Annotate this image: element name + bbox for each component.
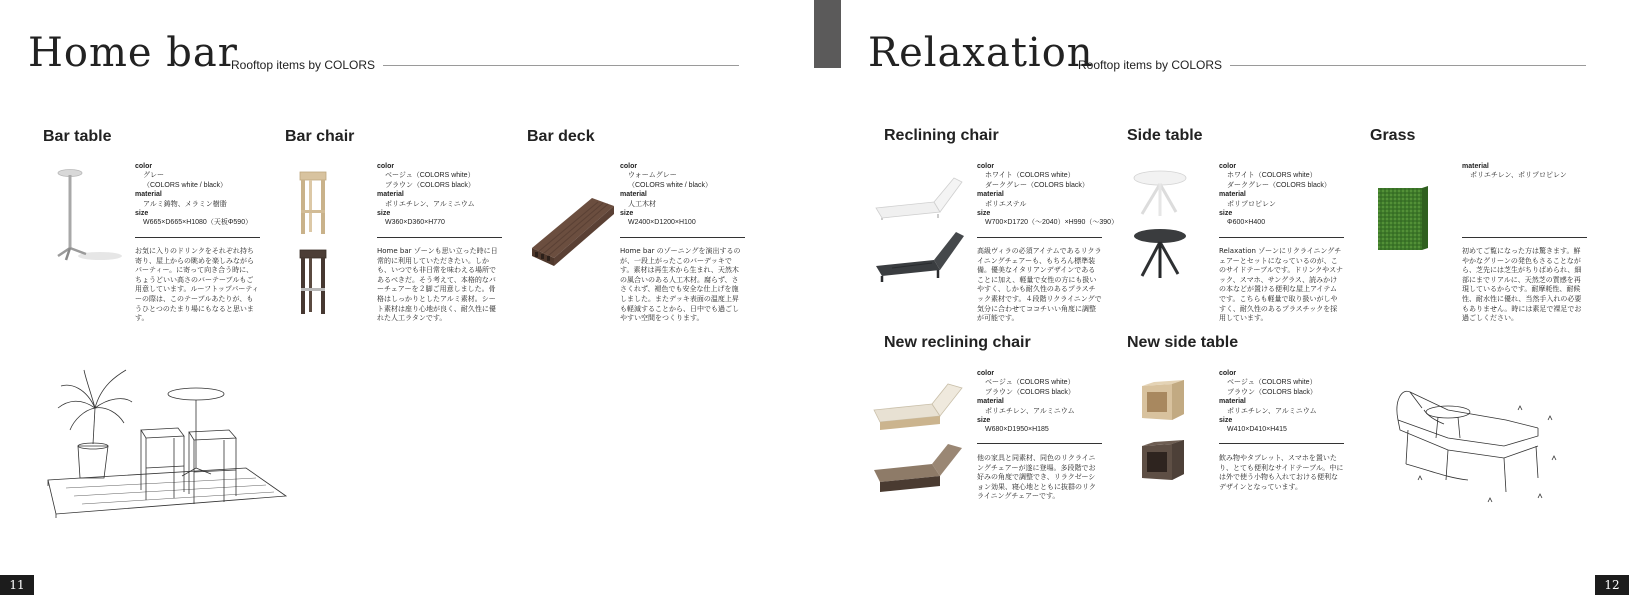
- item-title-bar-deck: Bar deck: [527, 128, 595, 145]
- home-bar-sketch-illustration: [46, 368, 291, 528]
- specs-new-reclining-chair: [977, 369, 1075, 435]
- spec-value: W360×D360×H770: [385, 219, 445, 227]
- spec-label: material: [377, 191, 404, 199]
- spec-label: size: [620, 210, 634, 218]
- specs-reclining-chair: [977, 162, 1118, 228]
- spec-label: size: [977, 417, 991, 425]
- specs-new-side-table: [1219, 369, 1317, 435]
- spec-label: color: [377, 163, 395, 170]
- new-reclining-chair-brown-image: [872, 440, 968, 496]
- spec-label: size: [977, 210, 991, 218]
- spec-value: ウォームグレー: [628, 172, 677, 180]
- spec-value: ポリプロピレン: [1227, 200, 1276, 208]
- page-number-left: 11: [0, 575, 34, 595]
- spec-value: W410×D410×H415: [1227, 426, 1287, 434]
- spec-value: （COLORS white / black）: [143, 181, 228, 189]
- spec-value: ポリエステル: [985, 200, 1027, 208]
- spec-label: color: [977, 163, 995, 170]
- spec-value: ダークグレー（COLORS black）: [1227, 181, 1331, 189]
- spec-label: color: [620, 163, 638, 170]
- reclining-chair-dark-image: [872, 228, 968, 284]
- spec-label: color: [135, 163, 153, 170]
- item-title-bar-chair: Bar chair: [285, 128, 355, 145]
- side-table-white-image: [1132, 170, 1188, 218]
- new-side-table-brown-image: [1140, 438, 1186, 482]
- item-title-new-reclining-chair: New reclining chair: [884, 334, 1031, 351]
- item-title-grass: Grass: [1370, 127, 1416, 144]
- specs-bar-chair: [377, 162, 475, 228]
- spec-value: ベージュ（COLORS white）: [1227, 379, 1317, 387]
- description-new-side-table: 飲み物やタブレット、スマホを置いたり、とても便利なサイドテーブル。中には外で使う小物も入れておける便利なデザインとなっています。: [1219, 454, 1344, 491]
- spec-label: color: [1219, 370, 1237, 377]
- spec-rule: [620, 237, 745, 238]
- spec-label: material: [1219, 398, 1246, 406]
- spec-rule: [977, 443, 1102, 444]
- spec-value: ポリエチレン、アルミニウム: [385, 200, 475, 208]
- spec-value: （COLORS white / black）: [628, 181, 713, 189]
- spec-label: material: [977, 191, 1004, 199]
- reclining-chair-white-image: [872, 172, 968, 220]
- spec-value: ブラウン（COLORS black）: [985, 388, 1075, 396]
- page-title-relaxation: Relaxation: [868, 30, 1094, 76]
- spec-value: ブラウン（COLORS black）: [385, 181, 475, 189]
- title-rule-left: [383, 65, 739, 66]
- grass-image: [1378, 186, 1428, 254]
- spec-rule: [1219, 443, 1344, 444]
- description-bar-chair: Home bar ゾーンも思い立った時に日常的に利用していただきたい。しかも、いつでも非日常を味わえる場所であるべきだ。そう考えて、本格的なバーチェアーを２脚ご用意しました。骨格はしっかりとしたアルミ素材。シート素材は座り心地が良く、耐久性に優れた人工ラタンです。: [377, 247, 498, 323]
- spec-rule: [1219, 237, 1344, 238]
- spec-label: material: [977, 398, 1004, 406]
- spec-rule: [1462, 237, 1587, 238]
- spec-value: W700×D1720（～2040）×H990（～390）: [985, 219, 1119, 227]
- bar-table-image: [56, 168, 126, 264]
- spec-rule: [977, 237, 1102, 238]
- spec-value: ポリエチレン、アルミニウム: [985, 407, 1075, 415]
- bar-chair-brown-image: [298, 248, 328, 316]
- specs-bar-table: [135, 162, 252, 228]
- page-title-home-bar: Home bar: [28, 30, 238, 76]
- spec-value: アルミ鋳物、メラミン樹脂: [143, 200, 227, 208]
- specs-grass: [1462, 162, 1567, 181]
- spec-label: material: [1219, 191, 1246, 199]
- description-bar-table: お気に入りのドリンクをそれぞれ持ち寄り、屋上からの眺めを楽しみながらパーティー。に寄って向き合う時に、ちょうどいい高さのバーテーブルもご用意しています。ルーフトップパーティーの際は、このテーブルあたりが、もうひとつのたまり場にもなると思います。: [135, 247, 259, 323]
- bar-deck-image: [532, 196, 614, 268]
- item-title-new-side-table: New side table: [1127, 334, 1239, 351]
- bar-chair-beige-image: [298, 170, 328, 236]
- reclining-chair-sketch-illustration: [1388, 380, 1558, 515]
- page-subtitle-left: Rooftop items by COLORS: [231, 58, 376, 72]
- spec-value: ポリエチレン、ポリプロピレン: [1470, 172, 1567, 180]
- spec-value: ベージュ（COLORS white）: [385, 172, 475, 180]
- spec-value: グレー: [143, 172, 164, 180]
- spec-value: Φ600×H400: [1227, 219, 1266, 227]
- spec-label: color: [1219, 163, 1237, 170]
- spec-value: W680×D1950×H185: [985, 426, 1049, 434]
- spec-label: size: [135, 210, 149, 218]
- spec-label: color: [977, 370, 995, 377]
- spec-value: ダークグレー（COLORS black）: [985, 181, 1089, 189]
- spec-value: ベージュ（COLORS white）: [985, 379, 1075, 387]
- spec-label: material: [1462, 163, 1489, 170]
- description-reclining-chair: 高級ヴィラの必須アイテムであるリクライニングチェアーも、もちろん標準装備。優美なイタリアンデザインであることに加え、軽量で女性の方にも扱いやすく、しかも耐久性のあるプラスチック素材です。４段階リクライニングで気分に合わせてココチいい角度に調整が可能です。: [977, 247, 1102, 323]
- description-bar-deck: Home bar のゾーニングを演出するのが、一段上がったこのバーデッキです。素材は再生木から生まれ、天然木の風合いのある人工木材。腐らず、ささくれず、褪色でも安全な仕上げを施しました。またデッキ表面の温度上昇も軽減することから、日中でも過ごしやすい空間をつくります。: [620, 247, 741, 323]
- page-number-right: 12: [1595, 575, 1629, 595]
- description-grass: 初めてご覧になった方は驚きます。鮮やかなグリーンの発色もさることながら、芝先には芝生がちりばめられ、細部にまでリアルに、天然芝の質感を再現しているからです。耐摩耗性、耐候性、耐水性に優れ、当然手入れの必要もありません。時には素足で裸足でお過ごしください。: [1462, 247, 1582, 323]
- spec-label: material: [620, 191, 647, 199]
- spec-label: size: [1219, 210, 1233, 218]
- spec-value: W2400×D1200×H100: [628, 219, 696, 227]
- description-new-reclining-chair: 他の家具と同素材、同色のリクライニングチェアーが遂に登場。多段階でお好みの角度で調整でき、リラクゼーション効果、寝心地とともに抜群のリクライニングチェアーです。: [977, 454, 1096, 501]
- spec-value: 人工木材: [628, 200, 656, 208]
- item-title-bar-table: Bar table: [43, 128, 112, 145]
- page-subtitle-right: Rooftop items by COLORS: [1078, 58, 1223, 72]
- description-side-table: Relaxation ゾーンにリクライニングチェアーとセットになっているのが、このサイドテーブルです。ドリンクやスナック、スマホ、サングラス、読みかけの本などが置ける便利な屋上アイテムです。こちらも軽量で取り扱いがしやすく、耐久性のあるプラスチックを採用しています。: [1219, 247, 1344, 323]
- spec-value: ブラウン（COLORS black）: [1227, 388, 1317, 396]
- spec-value: ポリエチレン、アルミニウム: [1227, 407, 1317, 415]
- new-side-table-beige-image: [1140, 378, 1186, 422]
- side-table-dark-image: [1132, 228, 1188, 280]
- spec-rule: [135, 237, 260, 238]
- spec-rule: [377, 237, 502, 238]
- spec-label: size: [377, 210, 391, 218]
- new-reclining-chair-beige-image: [872, 380, 968, 430]
- spec-label: size: [1219, 417, 1233, 425]
- section-marker-block: [814, 0, 841, 68]
- spec-value: W665×D665×H1080（天板Φ590）: [143, 219, 253, 227]
- item-title-side-table: Side table: [1127, 127, 1203, 144]
- spec-label: material: [135, 191, 162, 199]
- title-rule-right: [1230, 65, 1586, 66]
- item-title-reclining-chair: Reclining chair: [884, 127, 999, 144]
- spec-value: ホワイト（COLORS white）: [1227, 172, 1317, 180]
- specs-side-table: [1219, 162, 1331, 228]
- specs-bar-deck: [620, 162, 712, 228]
- spec-value: ホワイト（COLORS white）: [985, 172, 1075, 180]
